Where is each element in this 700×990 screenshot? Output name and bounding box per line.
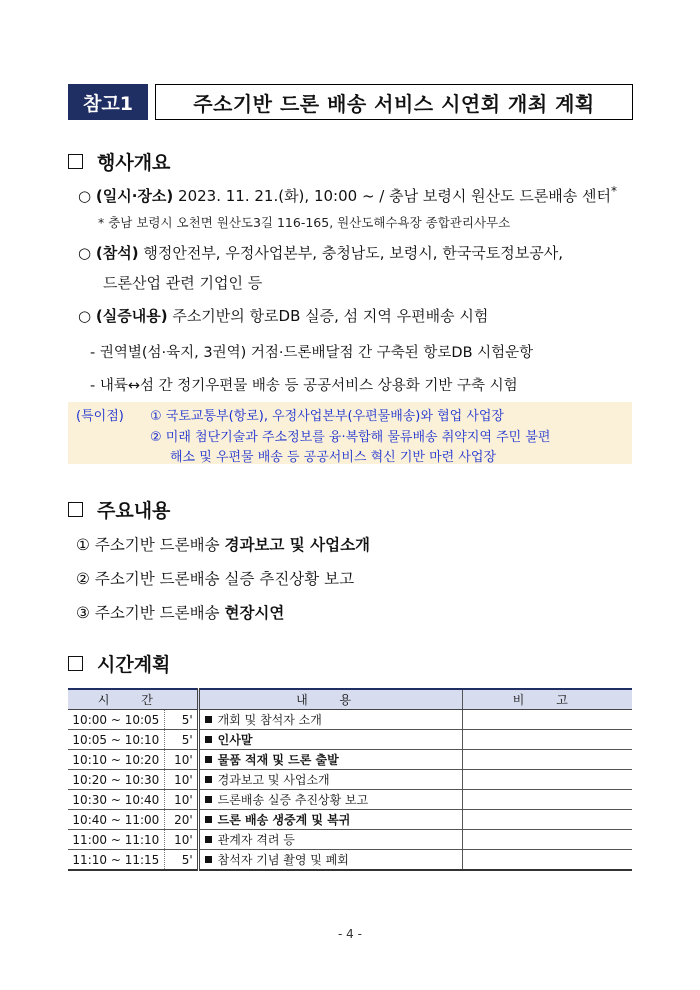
content-cell [198, 730, 462, 750]
note-cell [462, 810, 632, 830]
participants-line [78, 242, 563, 263]
content-text: 인사말 [217, 733, 253, 747]
duration-cell: 5' [164, 730, 198, 750]
circle-bullet-icon: ○ [78, 307, 92, 325]
time-cell: 11:10 ~ 11:15 [68, 850, 164, 871]
square-bullet-icon [205, 736, 212, 743]
datetime-text: 2023. 11. 21.(화), 10:00 ~ / 충남 보령시 원산도 드론배송 센터 [178, 187, 612, 205]
content-cell [198, 770, 462, 790]
content-text: 개회 및 참석자 소개 [217, 713, 322, 727]
duration-cell: 20' [164, 810, 198, 830]
time-cell: 10:30 ~ 10:40 [68, 790, 164, 810]
section-main-heading: 주요내용 [97, 500, 171, 522]
datetime-line [78, 184, 617, 206]
section-overview [68, 148, 170, 175]
time-cell: 10:10 ~ 10:20 [68, 750, 164, 770]
item-text: 주소기반 드론배송 [94, 536, 225, 554]
square-bullet-icon [205, 836, 212, 843]
time-cell: 10:20 ~ 10:30 [68, 770, 164, 790]
content-text: 관계자 격려 등 [217, 833, 295, 847]
note-cell [462, 850, 632, 871]
main-item-3 [76, 601, 284, 623]
content-cell [198, 790, 462, 810]
checkbox-square-icon [68, 656, 83, 671]
demo-line [78, 305, 488, 326]
content-cell [198, 810, 462, 830]
special-label: (특이점) [76, 409, 124, 424]
item-number: ① [76, 536, 90, 554]
content-cell [198, 750, 462, 770]
checkbox-square-icon [68, 154, 83, 169]
note-cell [462, 710, 632, 730]
square-bullet-icon [205, 716, 212, 723]
demo-sub-1: - 권역별(섬·육지, 3권역) 거점·드론배달점 간 구축된 항로DB 시험운항 [90, 345, 534, 361]
duration-cell: 10' [164, 750, 198, 770]
checkbox-square-icon [68, 502, 83, 517]
section-schedule-heading: 시간계획 [97, 654, 171, 676]
table-row [68, 710, 632, 730]
item-text: 주소기반 드론배송 실증 추진상황 보고 [94, 570, 355, 588]
item-number: ② [76, 570, 90, 588]
special-point-2-cont: 해소 및 우편물 배송 등 공공서비스 혁신 기반 마련 사업장 [170, 450, 497, 465]
demo-label: (실증내용) [95, 307, 168, 325]
item-text-bold: 현장시연 [224, 604, 285, 622]
table-row [68, 730, 632, 750]
column-header-note: 비 고 [462, 689, 632, 710]
duration-cell: 10' [164, 770, 198, 790]
address-note: * 충남 보령시 오천면 원산도3길 116-165, 원산도해수욕장 종합관리사무소 [98, 215, 511, 230]
duration-cell: 5' [164, 710, 198, 730]
note-cell [462, 830, 632, 850]
content-text: 드론배송 실증 추진상황 보고 [217, 793, 369, 807]
table-row [68, 750, 632, 770]
content-cell [198, 850, 462, 871]
time-cell: 10:40 ~ 11:00 [68, 810, 164, 830]
time-cell: 10:05 ~ 10:10 [68, 730, 164, 750]
section-main-content [68, 496, 170, 523]
column-header-content: 내 용 [198, 689, 462, 710]
special-point-1: ① 국토교통부(항로), 우정사업본부(우편물배송)와 협업 사업장 [150, 409, 504, 424]
section-overview-heading: 행사개요 [97, 152, 171, 174]
duration-cell: 5' [164, 850, 198, 871]
duration-cell: 10' [164, 830, 198, 850]
demo-text: 주소기반의 항로DB 실증, 섬 지역 우편배송 시험 [172, 307, 489, 325]
item-text: 주소기반 드론배송 [94, 604, 225, 622]
content-text: 드론 배송 생중계 및 복귀 [217, 813, 351, 827]
table-row [68, 810, 632, 830]
item-text-bold: 경과보고 및 사업소개 [224, 536, 371, 554]
column-header-time: 시 간 [68, 689, 198, 710]
time-cell: 11:00 ~ 11:10 [68, 830, 164, 850]
participants-line-2: 드론산업 관련 기업인 등 [103, 274, 263, 292]
demo-sub-2: - 내륙↔섬 간 정기우편물 배송 등 공공서비스 상용화 기반 구축 시험 [90, 378, 518, 394]
footnote-mark: * [611, 184, 618, 198]
note-cell [462, 790, 632, 810]
note-cell [462, 750, 632, 770]
reference-tag: 참고1 [68, 84, 148, 120]
note-cell [462, 730, 632, 750]
participants-label: (참석) [95, 244, 139, 262]
datetime-label: (일시·장소) [95, 187, 174, 205]
note-cell [462, 770, 632, 790]
square-bullet-icon [205, 816, 212, 823]
item-number: ③ [76, 604, 90, 622]
time-cell: 10:00 ~ 10:05 [68, 710, 164, 730]
schedule-table [68, 688, 632, 871]
circle-bullet-icon: ○ [78, 187, 92, 205]
participants-text: 행정안전부, 우정사업본부, 충청남도, 보령시, 한국국토정보공사, [143, 244, 564, 262]
main-item-2 [76, 567, 354, 589]
square-bullet-icon [205, 776, 212, 783]
section-schedule [68, 650, 170, 677]
circle-bullet-icon: ○ [78, 244, 92, 262]
square-bullet-icon [205, 856, 212, 863]
table-row [68, 770, 632, 790]
square-bullet-icon [205, 756, 212, 763]
content-cell [198, 710, 462, 730]
main-item-1 [76, 533, 370, 555]
content-text: 경과보고 및 사업소개 [217, 773, 330, 787]
duration-cell: 10' [164, 790, 198, 810]
document-title: 주소기반 드론 배송 서비스 시연회 개최 계획 [155, 84, 633, 120]
table-header-row [68, 689, 632, 710]
content-cell [198, 830, 462, 850]
content-text: 물품 적재 및 드론 출발 [217, 753, 339, 767]
square-bullet-icon [205, 796, 212, 803]
content-text: 참석자 기념 촬영 및 폐회 [217, 853, 349, 867]
special-point-2: ② 미래 첨단기술과 주소정보를 융·복합해 물류배송 취약지역 주민 불편 [150, 430, 551, 445]
table-row [68, 850, 632, 871]
page-number: - 4 - [338, 927, 362, 941]
table-row [68, 790, 632, 810]
table-row [68, 830, 632, 850]
